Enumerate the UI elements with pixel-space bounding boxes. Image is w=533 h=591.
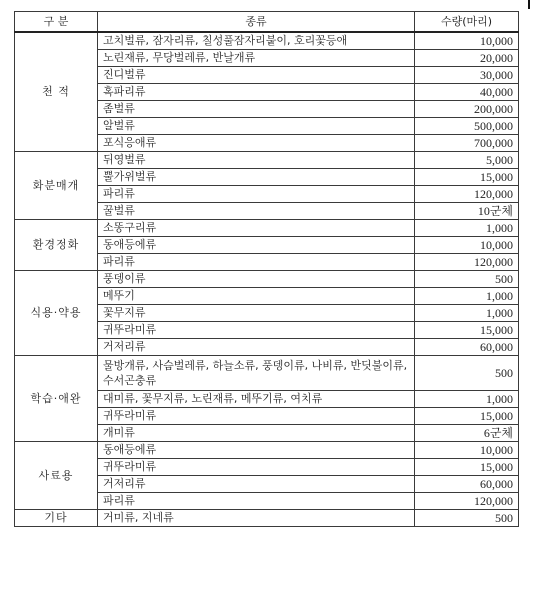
species-cell: 물방개류, 사슴벌레류, 하늘소류, 풍뎅이류, 나비류, 반딧불이류, 수서곤충류 — [98, 356, 415, 391]
category-cell: 환경정화 — [15, 220, 98, 271]
insect-quantity-table — [14, 11, 519, 527]
quantity-cell: 120,000 — [415, 186, 519, 203]
species-cell: 귀뚜라미류 — [98, 459, 415, 476]
species-cell: 소똥구리류 — [98, 220, 415, 237]
quantity-cell: 10,000 — [415, 442, 519, 459]
quantity-cell: 6군체 — [415, 425, 519, 442]
species-cell: 거저리류 — [98, 339, 415, 356]
quantity-cell: 15,000 — [415, 169, 519, 186]
species-cell: 꽃무지류 — [98, 305, 415, 322]
quantity-cell: 1,000 — [415, 391, 519, 408]
species-cell: 파리류 — [98, 186, 415, 203]
quantity-cell: 15,000 — [415, 408, 519, 425]
table-row — [15, 152, 519, 169]
quantity-cell: 10군체 — [415, 203, 519, 220]
species-cell: 개미류 — [98, 425, 415, 442]
species-cell: 뿔가위벌류 — [98, 169, 415, 186]
table-row — [15, 356, 519, 391]
species-cell: 귀뚜라미류 — [98, 408, 415, 425]
corner-mark — [528, 0, 530, 9]
table-body — [15, 32, 519, 527]
species-cell: 파리류 — [98, 493, 415, 510]
header-category: 구 분 — [15, 12, 98, 33]
table-row — [15, 220, 519, 237]
category-cell: 천 적 — [15, 32, 98, 152]
species-cell: 거저리류 — [98, 476, 415, 493]
quantity-cell: 10,000 — [415, 32, 519, 50]
quantity-cell: 5,000 — [415, 152, 519, 169]
category-cell: 사료용 — [15, 442, 98, 510]
quantity-cell: 60,000 — [415, 476, 519, 493]
quantity-cell: 120,000 — [415, 493, 519, 510]
species-cell: 혹파리류 — [98, 84, 415, 101]
table-row — [15, 32, 519, 50]
category-cell: 학습·애완 — [15, 356, 98, 442]
quantity-cell: 500 — [415, 510, 519, 527]
species-cell: 좀벌류 — [98, 101, 415, 118]
quantity-cell: 20,000 — [415, 50, 519, 67]
quantity-cell: 40,000 — [415, 84, 519, 101]
species-cell: 귀뚜라미류 — [98, 322, 415, 339]
quantity-cell: 15,000 — [415, 459, 519, 476]
header-species: 종류 — [98, 12, 415, 33]
species-cell: 풍뎅이류 — [98, 271, 415, 288]
species-cell: 파리류 — [98, 254, 415, 271]
quantity-cell: 200,000 — [415, 101, 519, 118]
quantity-cell: 700,000 — [415, 135, 519, 152]
species-cell: 대미류, 꽃무지류, 노린재류, 메뚜기류, 여치류 — [98, 391, 415, 408]
species-cell: 알벌류 — [98, 118, 415, 135]
category-cell: 식용·약용 — [15, 271, 98, 356]
species-cell: 꿀벌류 — [98, 203, 415, 220]
quantity-cell: 15,000 — [415, 322, 519, 339]
species-cell: 동애등에류 — [98, 237, 415, 254]
table-row — [15, 442, 519, 459]
species-cell: 노린재류, 무당벌레류, 반날개류 — [98, 50, 415, 67]
species-cell: 동애등에류 — [98, 442, 415, 459]
quantity-cell: 120,000 — [415, 254, 519, 271]
quantity-cell: 1,000 — [415, 220, 519, 237]
category-cell: 화분매개 — [15, 152, 98, 220]
table-row — [15, 510, 519, 527]
quantity-cell: 500 — [415, 271, 519, 288]
species-cell: 메뚜기 — [98, 288, 415, 305]
species-cell: 고치벌류, 잠자리류, 칠성풀잠자리붙이, 호리꽃등애 — [98, 32, 415, 50]
quantity-cell: 1,000 — [415, 288, 519, 305]
species-cell: 뒤영벌류 — [98, 152, 415, 169]
quantity-cell: 1,000 — [415, 305, 519, 322]
species-cell: 진디벌류 — [98, 67, 415, 84]
quantity-cell: 30,000 — [415, 67, 519, 84]
quantity-cell: 60,000 — [415, 339, 519, 356]
header-quantity: 수량(마리) — [415, 12, 519, 33]
species-cell: 포식응애류 — [98, 135, 415, 152]
species-cell: 거미류, 지네류 — [98, 510, 415, 527]
quantity-cell: 500 — [415, 356, 519, 391]
quantity-cell: 10,000 — [415, 237, 519, 254]
category-cell: 기타 — [15, 510, 98, 527]
table-row — [15, 271, 519, 288]
table-header — [15, 12, 519, 33]
header-row — [15, 12, 519, 33]
quantity-cell: 500,000 — [415, 118, 519, 135]
